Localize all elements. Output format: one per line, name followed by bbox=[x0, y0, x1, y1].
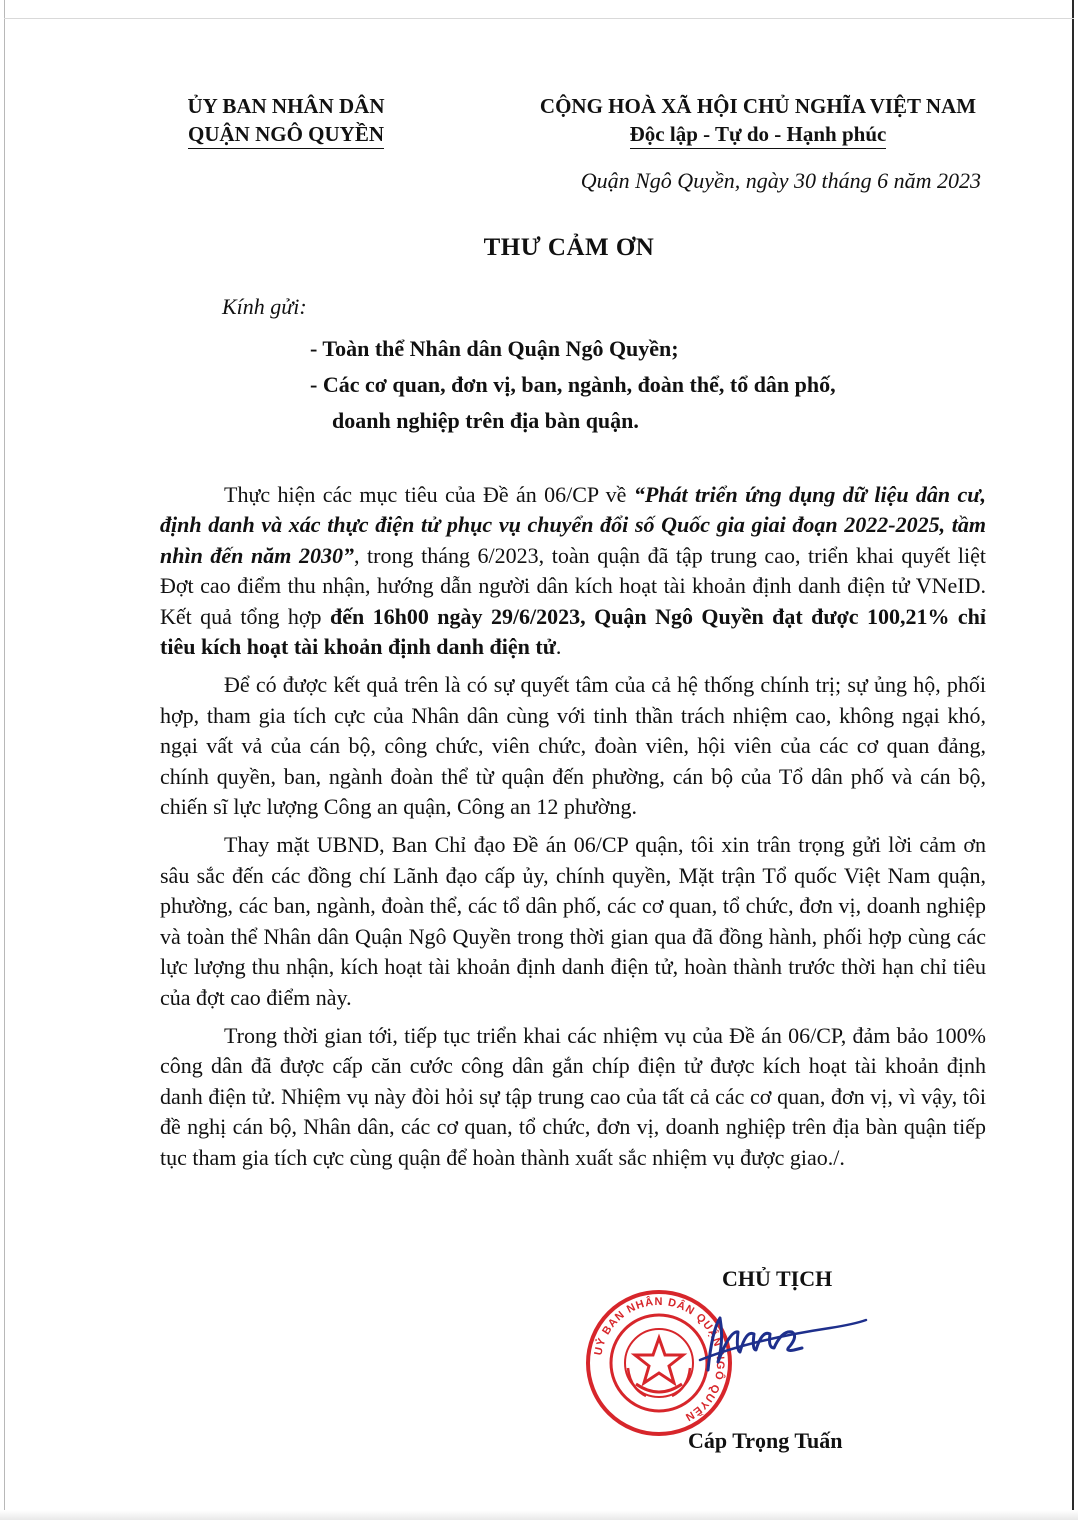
paragraph-1-middle: , trong tháng 6/2023, toàn quận đã tập trung cao, triển khai quyết liệt Đợt cao điểm thu nhận, hướng dẫn người dân kích hoạt tài khoản định danh điện tử VNeID. Kết quả tổng hợp bbox=[160, 542, 986, 629]
page-border-top bbox=[4, 18, 1074, 19]
authority-name: QUẬN NGÔ QUYỀN bbox=[188, 120, 384, 149]
paragraph-1-intro: Thực hiện các mục tiêu của Đề án 06/CP về bbox=[224, 482, 634, 507]
authority-line-1: ỦY BAN NHÂN DÂN bbox=[187, 94, 385, 118]
document-title: THƯ CẢM ƠN bbox=[483, 234, 655, 261]
recipient-line: - Toàn thể Nhân dân Quận Ngô Quyền; bbox=[310, 336, 679, 361]
paragraph-1 bbox=[160, 480, 986, 662]
authority-line-2 bbox=[165, 120, 407, 149]
page-border-right bbox=[1072, 0, 1074, 1520]
national-name: CỘNG HOÀ XÃ HỘI CHỦ NGHĨA VIỆT NAM bbox=[539, 94, 977, 118]
national-title bbox=[518, 92, 998, 149]
signer-position: CHỦ TỊCH bbox=[722, 1266, 833, 1291]
page-shadow-bottom bbox=[0, 1510, 1078, 1520]
national-motto: Độc lập - Tự do - Hạnh phúc bbox=[630, 120, 887, 149]
page-border-left bbox=[4, 0, 5, 1520]
paragraph-1-end: . bbox=[555, 634, 562, 660]
recipient-line: - Các cơ quan, đơn vị, ban, ngành, đoàn thể, tổ dân phố, bbox=[310, 372, 836, 397]
paragraph-4: Trong thời gian tới, tiếp tục triển khai các nhiệm vụ của Đề án 06/CP, đảm bảo 100% công dân đã được cấp căn cước công dân gắn chíp điện tử được kích hoạt tài khoản định danh điện tử. Nhiệm vụ này đòi hỏi sự tập trung cao của tất cả các cơ quan, đơn vị, vì vậy, tôi đề nghị cán bộ, Nhân dân, các cơ quan, tổ chức, đơn vị, doanh nghiệp trên địa bàn quận tiếp tục tham gia tích cực cùng quận để hoàn thành xuất sắc nhiệm vụ được giao./. bbox=[160, 1022, 986, 1170]
seal-text: UỶ BAN NHÂN DÂN QUẬN NGÔ QUYỀN bbox=[592, 1295, 727, 1424]
national-motto-line bbox=[518, 120, 998, 149]
issuing-authority bbox=[165, 92, 407, 149]
salutation: Kính gửi: bbox=[222, 294, 307, 319]
paragraph-2: Để có được kết quả trên là có sự quyết tâm của cả hệ thống chính trị; sự ủng hộ, phối hợp, tham gia tích cực của Nhân dân cùng với tinh thần trách nhiệm cao, không ngại khó, ngại vất vả của cán bộ, công chức, viên chức, đoàn viên, hội viên của các cơ quan đảng, chính quyền, ban, ngành đoàn thể từ quận đến phường, cán bộ của Tổ dân phố và cán bộ, chiến sĩ lực lượng Công an quận, Công an 12 phường. bbox=[160, 672, 986, 820]
handwritten-signature bbox=[690, 1300, 870, 1380]
project-title: “Phát triển ứng dụng dữ liệu dân cư, định danh và xác thực điện tử phục vụ chuyển đổi số Quốc gia giai đoạn 2022-2025, tầm nhìn đến năm 2030” bbox=[160, 482, 986, 568]
date-line: Quận Ngô Quyền, ngày 30 tháng 6 năm 2023 bbox=[580, 168, 981, 193]
result-highlight: đến 16h00 ngày 29/6/2023, Quận Ngô Quyền đạt được 100,21% chỉ tiêu kích hoạt tài khoản định danh điện tử bbox=[160, 603, 986, 660]
paragraph-3: Thay mặt UBND, Ban Chỉ đạo Đề án 06/CP quận, tôi xin trân trọng gửi lời cảm ơn sâu sắc đến các đồng chí Lãnh đạo cấp ủy, chính quyền, Mặt trận Tổ quốc Việt Nam quận, phường, các ban, ngành, đoàn thể, các tổ dân phố, các cơ quan, tổ chức, đơn vị, doanh nghiệp và toàn thể Nhân dân Quận Ngô Quyền trong thời gian qua đã đồng hành, phối hợp cùng các lực lượng thu nhận, kích hoạt tài khoản định danh điện tử, hoàn thành trước thời hạn chỉ tiêu của đợt cao điểm này. bbox=[160, 832, 986, 1010]
recipient-line: doanh nghiệp trên địa bàn quận. bbox=[332, 408, 639, 433]
signer-name: Cáp Trọng Tuấn bbox=[688, 1428, 843, 1453]
letter-body bbox=[160, 480, 986, 1181]
